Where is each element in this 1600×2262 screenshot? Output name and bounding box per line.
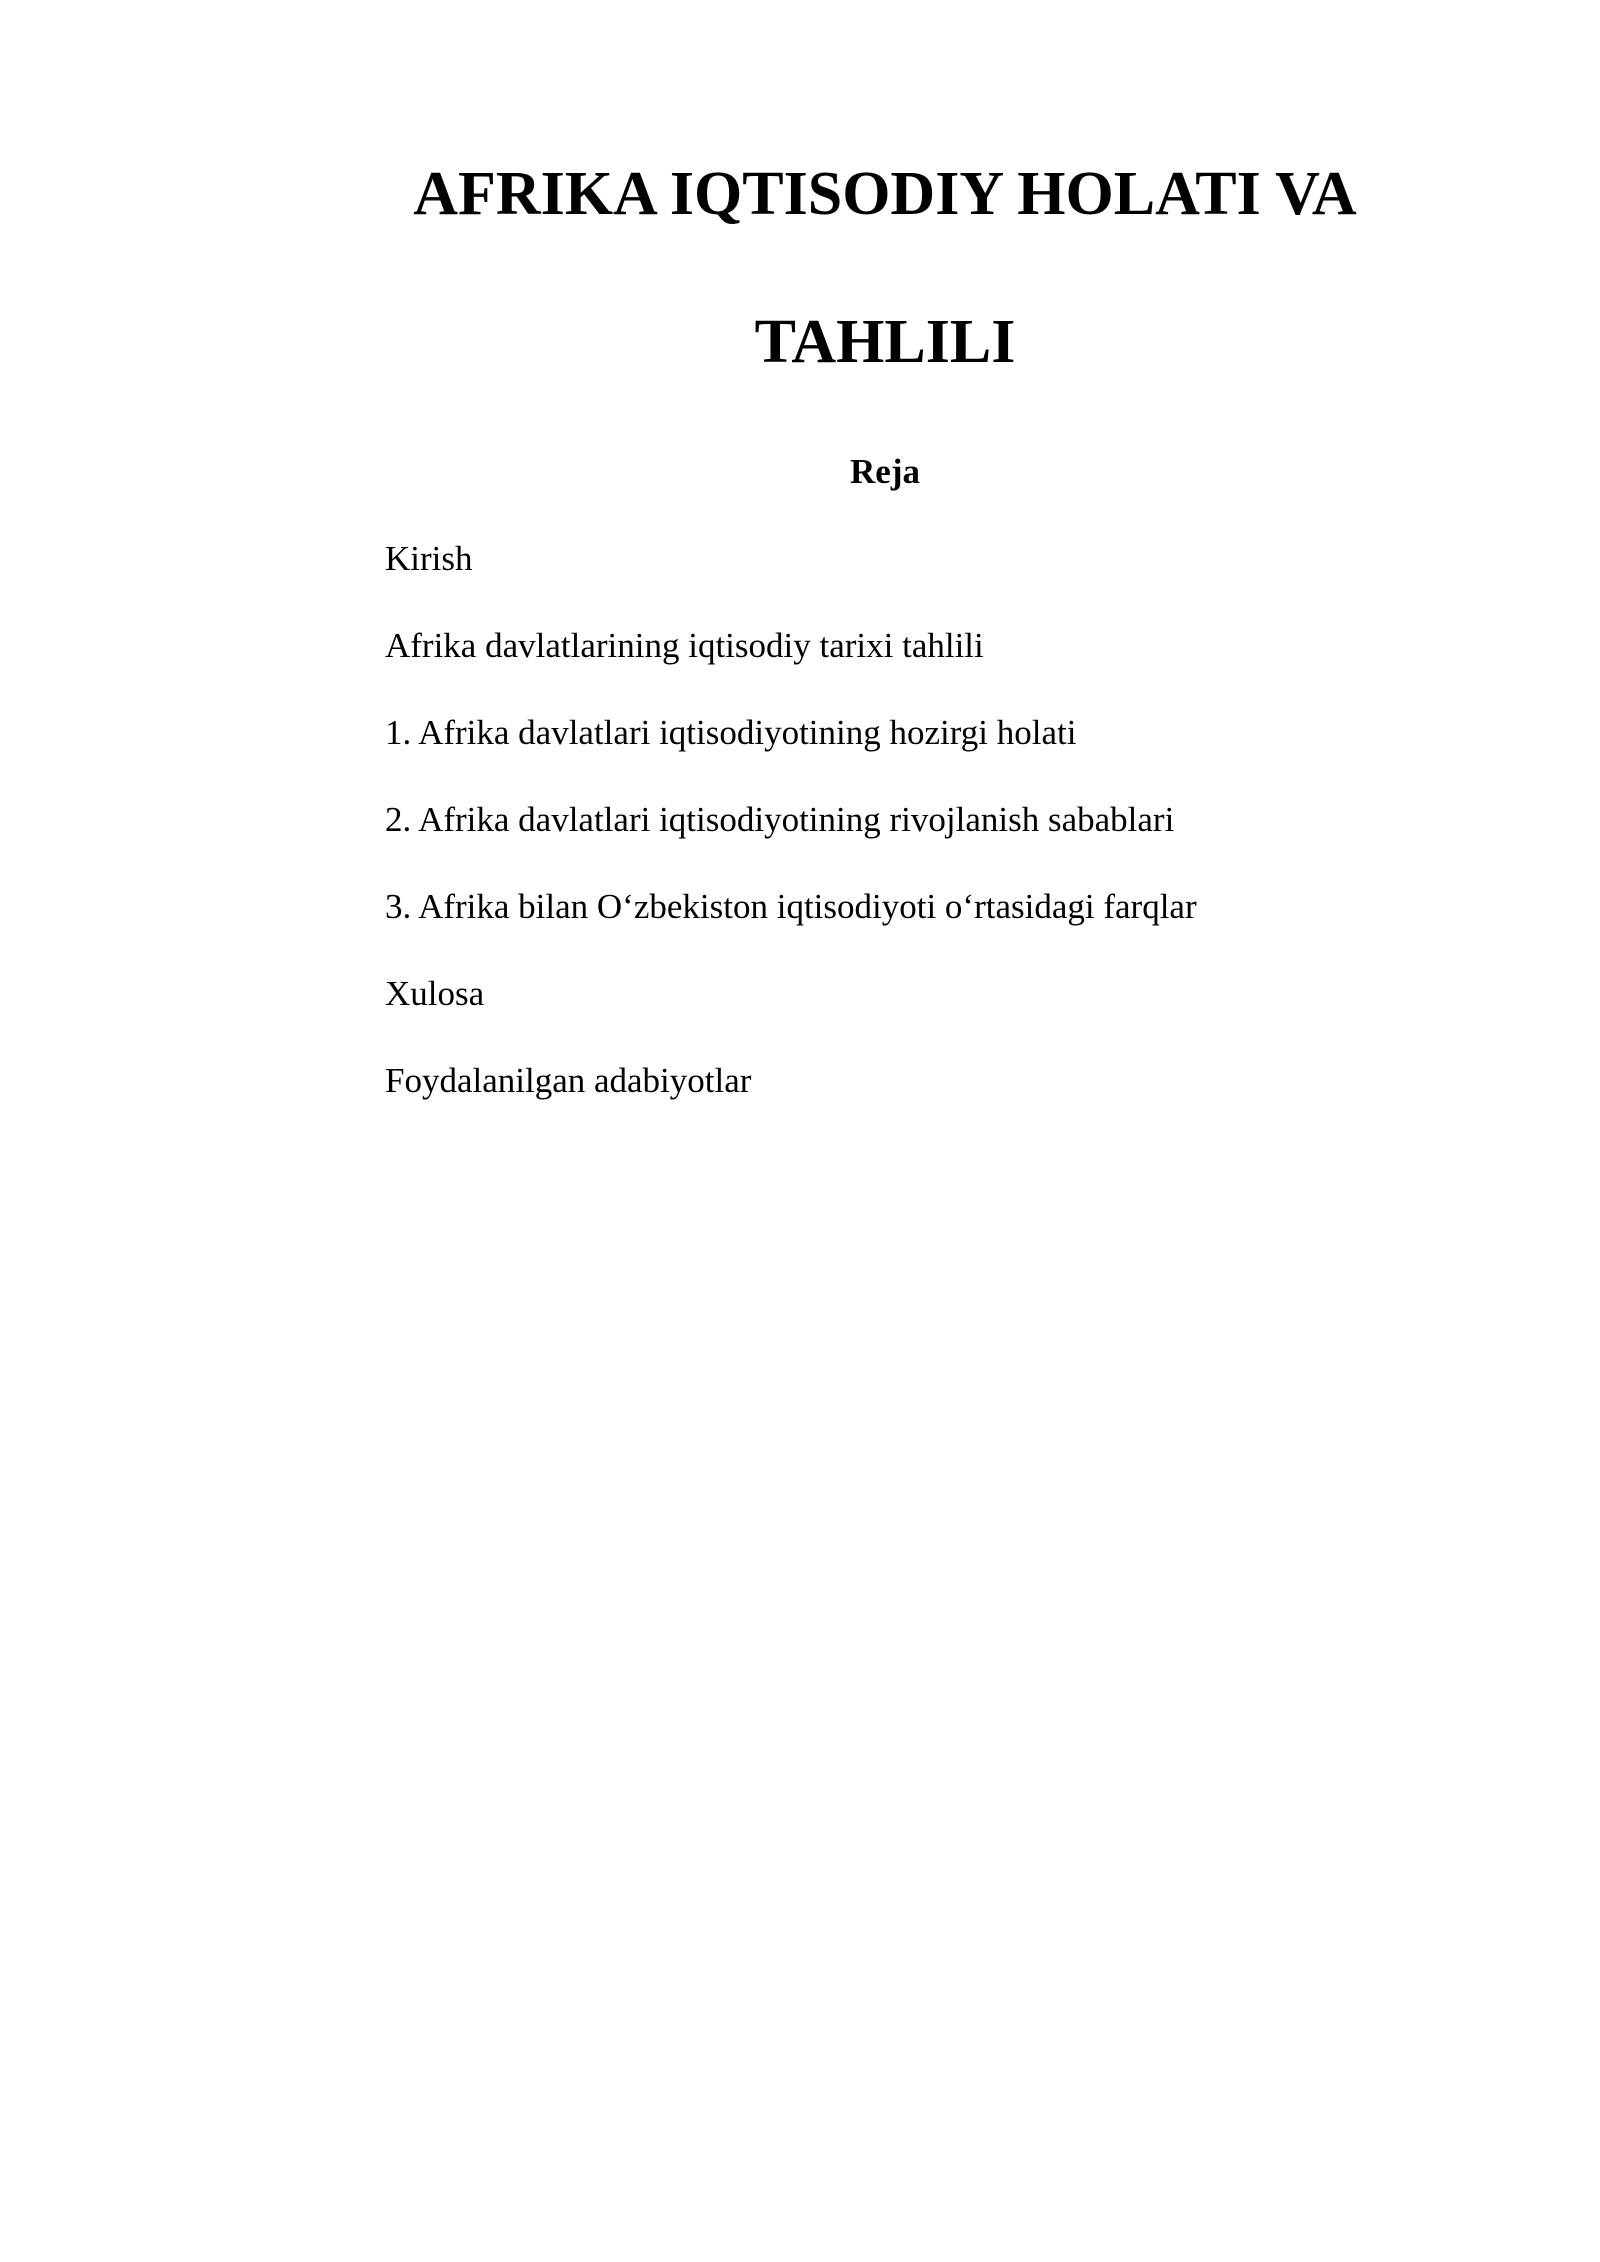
- plan-item-economic-history: Afrika davlatlarining iqtisodiy tarixi tahlili: [385, 626, 984, 665]
- plan-item-comparison: 3. Afrika bilan O‘zbekiston iqtisodiyoti o‘rtasidagi farqlar: [385, 887, 1197, 926]
- plan-item-introduction: Kirish: [385, 539, 473, 578]
- plan-item-conclusion: Xulosa: [385, 974, 485, 1013]
- plan-item-references: Foydalanilgan adabiyotlar: [385, 1061, 752, 1100]
- plan-item-development-reasons: 2. Afrika davlatlari iqtisodiyotining rivojlanish sabablari: [385, 800, 1175, 839]
- plan-list: [385, 539, 1197, 1148]
- document-title-line-2: TAHLILI: [754, 308, 1016, 376]
- plan-heading: Reja: [850, 452, 920, 491]
- document-title-line-1: AFRIKA IQTISODIY HOLATI VA: [413, 160, 1357, 228]
- plan-item-current-state: 1. Afrika davlatlari iqtisodiyotining hozirgi holati: [385, 713, 1077, 752]
